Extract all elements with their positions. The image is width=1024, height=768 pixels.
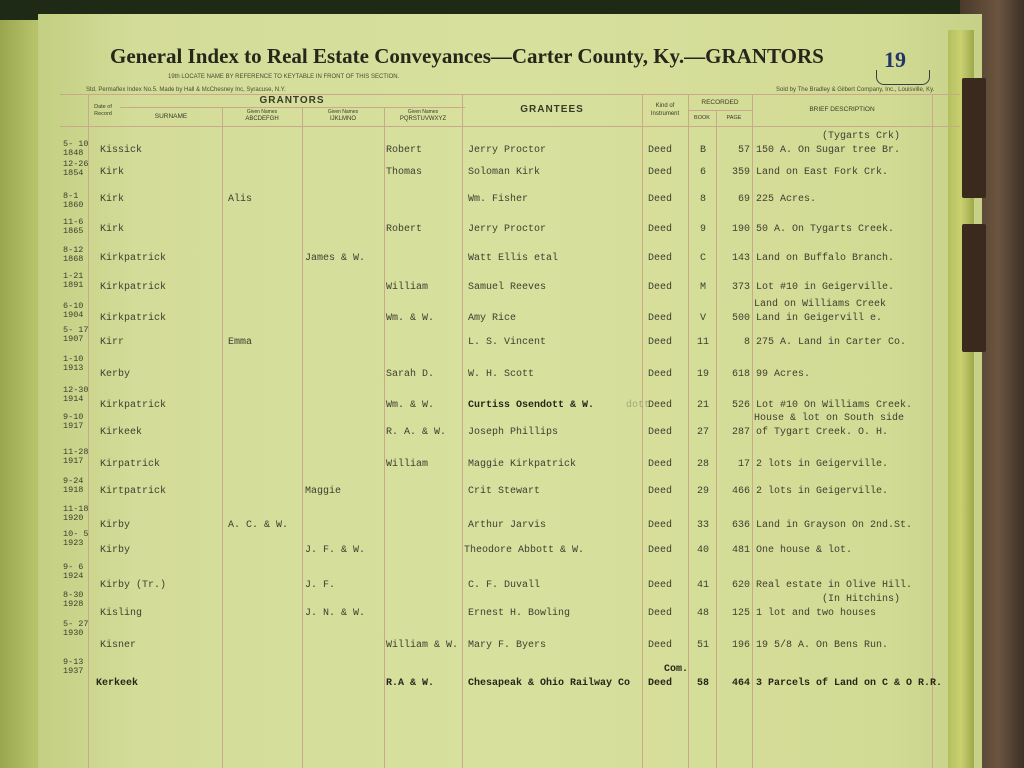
date-year: 1868 <box>63 254 84 264</box>
instrument-kind: Deed <box>648 608 673 619</box>
brief-description: 2 lots in Geigerville. <box>756 459 889 470</box>
page-number: 19 <box>884 47 906 72</box>
record-book: C <box>699 253 706 264</box>
grantor-surname: Kirk <box>100 194 125 205</box>
date-year: 1928 <box>63 599 84 609</box>
header-recorded: RECORDED <box>701 99 739 106</box>
grantor-surname: Kirkpatrick <box>100 313 167 324</box>
grantor-given-name: Maggie <box>305 486 342 497</box>
grantor-surname: Kirkpatrick <box>100 400 167 411</box>
header-surname: SURNAME <box>154 113 188 120</box>
date-month-day: 12-26 <box>63 159 89 169</box>
record-book: 27 <box>696 427 709 438</box>
date-month-day: 8-30 <box>63 590 84 600</box>
grantee-name: Samuel Reeves <box>468 282 547 293</box>
record-page: 8 <box>743 337 750 348</box>
record-page: 69 <box>737 194 750 205</box>
grantor-given-name: William <box>386 459 429 470</box>
grantor-given-name: A. C. & W. <box>228 520 289 531</box>
date-month-day: 1-10 <box>63 354 84 364</box>
record-page: 190 <box>731 224 750 235</box>
date-year: 1918 <box>63 485 84 495</box>
instrument-kind: Deed <box>648 282 673 293</box>
brief-description-line: Land on Williams Creek <box>754 299 887 310</box>
date-month-day: 8-1 <box>63 191 79 201</box>
date-month-day: 10- 5 <box>63 529 89 539</box>
record-page: 287 <box>731 427 750 438</box>
record-book: 9 <box>699 224 706 235</box>
date-year: 1854 <box>63 168 84 178</box>
brief-description: Land in Geigervill e. <box>756 313 883 324</box>
grantor-surname: Kirby <box>100 545 131 556</box>
brief-description-line: House & lot on South side <box>754 413 905 424</box>
grantee-name: W. H. Scott <box>468 369 535 380</box>
header-given-label: Given Names <box>407 109 439 115</box>
date-year: 1891 <box>63 280 84 290</box>
brief-description: Lot #10 in Geigerville. <box>756 282 895 293</box>
date-month-day: 11-18 <box>63 504 89 514</box>
date-of-record <box>63 355 83 373</box>
grantor-given-name: William & W. <box>386 640 459 651</box>
record-book: 40 <box>696 545 709 556</box>
record-page: 57 <box>737 145 750 156</box>
grantee-name: Theodore Abbott & W. <box>464 545 585 556</box>
date-year: 1923 <box>63 538 84 548</box>
date-year: 1917 <box>63 421 84 431</box>
grantor-given-name: Alis <box>228 194 253 205</box>
brief-description: 150 A. On Sugar tree Br. <box>756 145 901 156</box>
header-page: PAGE <box>726 115 742 121</box>
grantor-surname: Kerby <box>100 369 131 380</box>
header-given-p-z: PQRSTUVWXYZ <box>399 116 447 122</box>
grantee-name: C. F. Duvall <box>468 580 541 591</box>
grantee-name: Chesapeak & Ohio Railway Co <box>468 678 631 689</box>
instrument-kind: Deed <box>648 678 673 689</box>
grantor-given-name: Sarah D. <box>386 369 435 380</box>
date-of-record <box>63 620 89 638</box>
record-book: 28 <box>696 459 709 470</box>
record-page: 17 <box>737 459 750 470</box>
instrument-kind: Deed <box>648 145 673 156</box>
date-of-record <box>63 448 89 466</box>
record-book: B <box>699 145 706 156</box>
record-book: 21 <box>696 400 709 411</box>
brief-description: Land on East Fork Crk. <box>756 167 889 178</box>
brief-description: 3 Parcels of Land on C & O R.R. <box>756 678 943 689</box>
grantor-surname: Kirby (Tr.) <box>100 580 167 591</box>
record-book: 6 <box>699 167 706 178</box>
header-date: Date of Record <box>94 104 112 117</box>
date-year: 1920 <box>63 513 84 523</box>
date-year: 1860 <box>63 200 84 210</box>
date-of-record <box>63 272 83 290</box>
brief-description: Land on Buffalo Branch. <box>756 253 895 264</box>
date-month-day: 9- 6 <box>63 562 84 572</box>
brief-description: 2 lots in Geigerville. <box>756 486 889 497</box>
overprint-text: dott <box>626 400 651 411</box>
header-book: BOOK <box>694 115 710 121</box>
grantee-name: Arthur Jarvis <box>468 520 547 531</box>
date-year: 1914 <box>63 394 84 404</box>
grantor-given-name: J. F. & W. <box>305 545 366 556</box>
date-of-record <box>63 477 83 495</box>
instrument-kind: Deed <box>648 167 673 178</box>
instrument-note: Com. <box>664 664 689 675</box>
record-book: 58 <box>696 678 709 689</box>
date-of-record <box>63 192 83 210</box>
header-grantees: GRANTEES <box>520 104 584 115</box>
instrument-kind: Deed <box>648 369 673 380</box>
date-of-record <box>63 246 83 264</box>
date-of-record <box>63 591 83 609</box>
date-month-day: 11-28 <box>63 447 89 457</box>
date-month-day: 1-21 <box>63 271 84 281</box>
instrument-kind: Deed <box>648 224 673 235</box>
brief-description-line: (Tygarts Crk) <box>822 131 901 142</box>
date-of-record <box>63 140 89 158</box>
brief-description-line: (In Hitchins) <box>822 594 901 605</box>
record-page: 481 <box>731 545 750 556</box>
locate-note: 19th LOCATE NAME BY REFERENCE TO KEYTABLE IN FRONT OF THIS SECTION. <box>168 74 400 80</box>
date-of-record <box>63 326 89 344</box>
record-book: V <box>699 313 706 324</box>
instrument-kind: Deed <box>648 313 673 324</box>
brief-description: One house & lot. <box>756 545 853 556</box>
record-page: 466 <box>731 486 750 497</box>
grantor-given-name: J. F. <box>305 580 336 591</box>
grantee-name: Ernest H. Bowling <box>468 608 571 619</box>
date-of-record <box>63 302 83 320</box>
grantor-surname: Kirk <box>100 167 125 178</box>
record-page: 359 <box>731 167 750 178</box>
date-month-day: 6-10 <box>63 301 84 311</box>
seller-note: Sold by The Bradley & Gilbert Company, Inc., Louisville, Ky. <box>776 87 935 93</box>
record-book: 8 <box>699 194 706 205</box>
grantee-name: Crit Stewart <box>468 486 541 497</box>
brief-description: 19 5/8 A. On Bens Run. <box>756 640 889 651</box>
brief-description: Lot #10 On Williams Creek. <box>756 400 913 411</box>
date-year: 1917 <box>63 456 84 466</box>
grantor-surname: Kirr <box>100 337 125 348</box>
header-kind: Kind of Instrument <box>650 103 680 117</box>
brief-description: 225 Acres. <box>756 194 817 205</box>
grantee-name: Soloman Kirk <box>468 167 541 178</box>
grantee-name: Jerry Proctor <box>468 145 547 156</box>
record-page: 143 <box>731 253 750 264</box>
instrument-kind: Deed <box>648 486 673 497</box>
record-page: 464 <box>731 678 750 689</box>
instrument-kind: Deed <box>648 459 673 470</box>
grantor-given-name: William <box>386 282 429 293</box>
record-book: 51 <box>696 640 709 651</box>
date-year: 1907 <box>63 334 84 344</box>
instrument-kind: Deed <box>648 580 673 591</box>
grantor-given-name: James & W. <box>305 253 366 264</box>
header-brief-description: BRIEF DESCRIPTION <box>809 106 875 113</box>
date-month-day: 9-24 <box>63 476 84 486</box>
record-book: 19 <box>696 369 709 380</box>
maker-note: Std. Permaflex Index No.5. Made by Hall & McChesney Inc, Syracuse, N.Y. <box>86 87 286 93</box>
grantor-surname: Kirtpatrick <box>100 486 167 497</box>
grantor-surname: Kirkeek <box>100 427 143 438</box>
brief-description: 1 lot and two houses <box>756 608 877 619</box>
record-book: 29 <box>696 486 709 497</box>
brief-description: of Tygart Creek. O. H. <box>756 427 889 438</box>
grantee-name: Mary F. Byers <box>468 640 547 651</box>
grantor-surname: Kirkpatrick <box>100 282 167 293</box>
brief-description: 50 A. On Tygarts Creek. <box>756 224 895 235</box>
grantor-given-name: R. A. & W. <box>386 427 447 438</box>
date-of-record <box>63 218 83 236</box>
record-page: 526 <box>731 400 750 411</box>
date-month-day: 5- 10 <box>63 139 89 149</box>
grantor-surname: Kirpatrick <box>100 459 161 470</box>
grantee-name: L. S. Vincent <box>468 337 547 348</box>
grantee-name: Amy Rice <box>468 313 517 324</box>
date-month-day: 8-12 <box>63 245 84 255</box>
header-grantors: GRANTORS <box>259 95 325 106</box>
instrument-kind: Deed <box>648 427 673 438</box>
date-of-record <box>63 563 83 581</box>
record-page: 125 <box>731 608 750 619</box>
date-year: 1865 <box>63 226 84 236</box>
instrument-kind: Deed <box>648 640 673 651</box>
date-month-day: 9-10 <box>63 412 84 422</box>
grantor-given-name: Emma <box>228 337 253 348</box>
record-page: 373 <box>731 282 750 293</box>
date-of-record <box>63 386 89 404</box>
instrument-kind: Deed <box>648 337 673 348</box>
header-given-label: Given Names <box>246 109 278 115</box>
record-book: 11 <box>696 337 709 348</box>
grantor-surname: Kisner <box>100 640 137 651</box>
date-month-day: 12-30 <box>63 385 89 395</box>
brief-description: 275 A. Land in Carter Co. <box>756 337 907 348</box>
header-given-label: Given Names <box>327 109 359 115</box>
grantor-given-name: Wm. & W. <box>386 313 435 324</box>
date-year: 1930 <box>63 628 84 638</box>
page-title: General Index to Real Estate Conveyances—Carter County, Ky.—GRANTORS <box>110 44 824 68</box>
date-month-day: 5- 27 <box>63 619 89 629</box>
date-month-day: 11-6 <box>63 217 84 227</box>
grantee-name: Joseph Phillips <box>468 427 559 438</box>
header-given-a-h: ABCDEFGH <box>245 116 279 122</box>
grantor-given-name: Wm. & W. <box>386 400 435 411</box>
grantor-given-name: Robert <box>386 145 423 156</box>
date-year: 1904 <box>63 310 84 320</box>
grantor-given-name: Robert <box>386 224 423 235</box>
grantor-surname: Kissick <box>100 145 143 156</box>
instrument-kind: Deed <box>648 194 673 205</box>
date-year: 1937 <box>63 666 84 676</box>
instrument-kind: Deed <box>648 545 673 556</box>
record-page: 620 <box>731 580 750 591</box>
brief-description: Land in Grayson On 2nd.St. <box>756 520 913 531</box>
record-page: 636 <box>731 520 750 531</box>
grantor-given-name: Thomas <box>386 167 423 178</box>
date-of-record <box>63 530 89 548</box>
date-month-day: 5- 17 <box>63 325 89 335</box>
grantor-given-name: R.A & W. <box>386 678 435 689</box>
grantor-surname: Kerkeek <box>96 678 139 689</box>
grantee-name: Wm. Fisher <box>468 194 529 205</box>
record-book: 48 <box>696 608 709 619</box>
instrument-kind: Deed <box>648 253 673 264</box>
grantee-name: Watt Ellis etal <box>468 253 559 264</box>
record-page: 500 <box>731 313 750 324</box>
date-year: 1924 <box>63 571 84 581</box>
record-book: 33 <box>696 520 709 531</box>
instrument-kind: Deed <box>648 400 673 411</box>
grantee-name: Maggie Kirkpatrick <box>468 459 577 470</box>
record-book: 41 <box>696 580 709 591</box>
record-book: M <box>699 282 706 293</box>
date-of-record <box>63 658 83 676</box>
date-of-record <box>63 413 83 431</box>
grantor-surname: Kirkpatrick <box>100 253 167 264</box>
grantor-surname: Kirk <box>100 224 125 235</box>
record-page: 618 <box>731 369 750 380</box>
brief-description: 99 Acres. <box>756 369 811 380</box>
grantor-given-name: J. N. & W. <box>305 608 366 619</box>
date-of-record <box>63 505 89 523</box>
date-year: 1848 <box>63 148 84 158</box>
date-of-record <box>63 160 89 178</box>
date-year: 1913 <box>63 363 84 373</box>
instrument-kind: Deed <box>648 520 673 531</box>
header-given-i-o: IJKLMNO <box>329 116 356 122</box>
grantee-name: Jerry Proctor <box>468 224 547 235</box>
date-month-day: 9-13 <box>63 657 84 667</box>
grantor-surname: Kisling <box>100 608 143 619</box>
grantor-surname: Kirby <box>100 520 131 531</box>
grantee-name: Curtiss Osendott & W. <box>468 400 595 411</box>
brief-description: Real estate in Olive Hill. <box>756 580 913 591</box>
record-page: 196 <box>731 640 750 651</box>
